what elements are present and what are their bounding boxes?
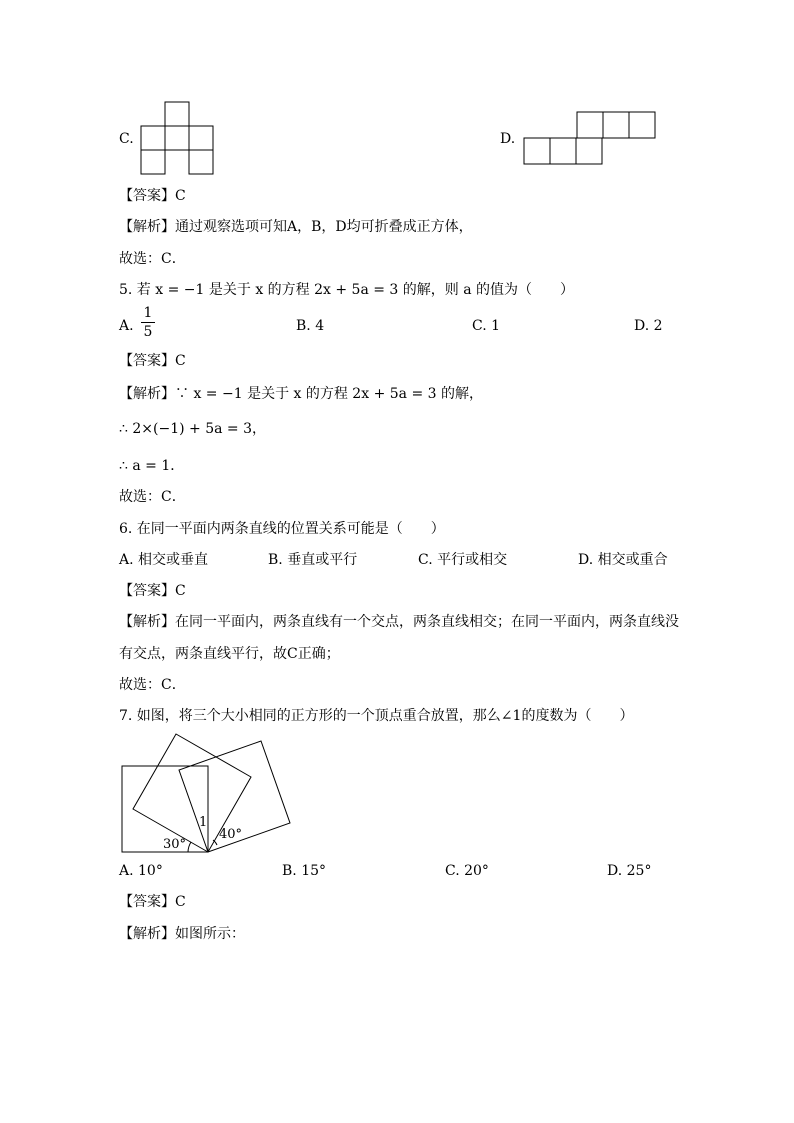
- q6-conclusion: 故选：C．: [119, 677, 186, 693]
- q4-answer: 【答案】C: [119, 188, 186, 204]
- q5-option-a-numerator: 1: [143, 305, 153, 321]
- q6-option-b: B. 垂直或平行: [268, 552, 358, 568]
- q6-option-d: D. 相交或重合: [578, 552, 668, 568]
- q7-option-d: D. 25°: [607, 863, 652, 879]
- q6-analysis-line-2: 有交点，两条直线平行，故C正确；: [119, 646, 340, 662]
- q5-option-a-denominator: 5: [143, 324, 153, 340]
- q6-option-a: A. 相交或垂直: [119, 552, 209, 568]
- q7-label-40-degrees: 40°: [219, 827, 243, 842]
- q6-stem: 6. 在同一平面内两条直线的位置关系可能是（ ）: [119, 521, 445, 537]
- q7-angle-arc-30: [188, 842, 191, 852]
- q5-analysis: 【解析】∵ x = −1 是关于 x 的方程 2x + 5a = 3 的解，: [119, 386, 483, 402]
- q5-answer: 【答案】C: [119, 353, 186, 369]
- q4-conclusion: 故选：C．: [119, 251, 186, 267]
- q5-option-d: D. 2: [634, 318, 663, 334]
- q7-label-angle-1: 1: [199, 815, 208, 830]
- q6-option-c: C. 平行或相交: [418, 552, 508, 568]
- q7-option-b: B. 15°: [282, 863, 327, 879]
- q5-option-c: C. 1: [472, 318, 501, 334]
- q5-stem: 5. 若 x = −1 是关于 x 的方程 2x + 5a = 3 的解，则 a 的值为（ ）: [119, 282, 575, 298]
- q6-analysis-line-1: 【解析】在同一平面内，两条直线有一个交点，两条直线相交；在同一平面内，两条直线没: [119, 614, 679, 630]
- q5-conclusion: 故选：C．: [119, 489, 186, 505]
- q7-analysis: 【解析】如图所示：: [119, 926, 245, 942]
- q4-option-c-label: C.: [119, 131, 134, 147]
- q5-option-b: B. 4: [296, 318, 325, 334]
- q7-label-30-degrees: 30°: [163, 837, 187, 852]
- q4-analysis: 【解析】通过观察选项可知A，B，D均可折叠成正方体，: [119, 219, 473, 235]
- q7-answer: 【答案】C: [119, 894, 186, 910]
- q6-answer: 【答案】C: [119, 583, 186, 599]
- q7-option-c: C. 20°: [445, 863, 489, 879]
- q7-option-a: A. 10°: [119, 863, 163, 879]
- q5-option-a-label: A.: [119, 318, 134, 334]
- q5-step-2: ∴ a = 1．: [119, 458, 185, 474]
- q7-stem: 7. 如图，将三个大小相同的正方形的一个顶点重合放置，那么∠1的度数为（ ）: [119, 708, 634, 724]
- q4-option-d-label: D.: [500, 131, 516, 147]
- q5-step-1: ∴ 2×(−1) + 5a = 3，: [119, 421, 266, 437]
